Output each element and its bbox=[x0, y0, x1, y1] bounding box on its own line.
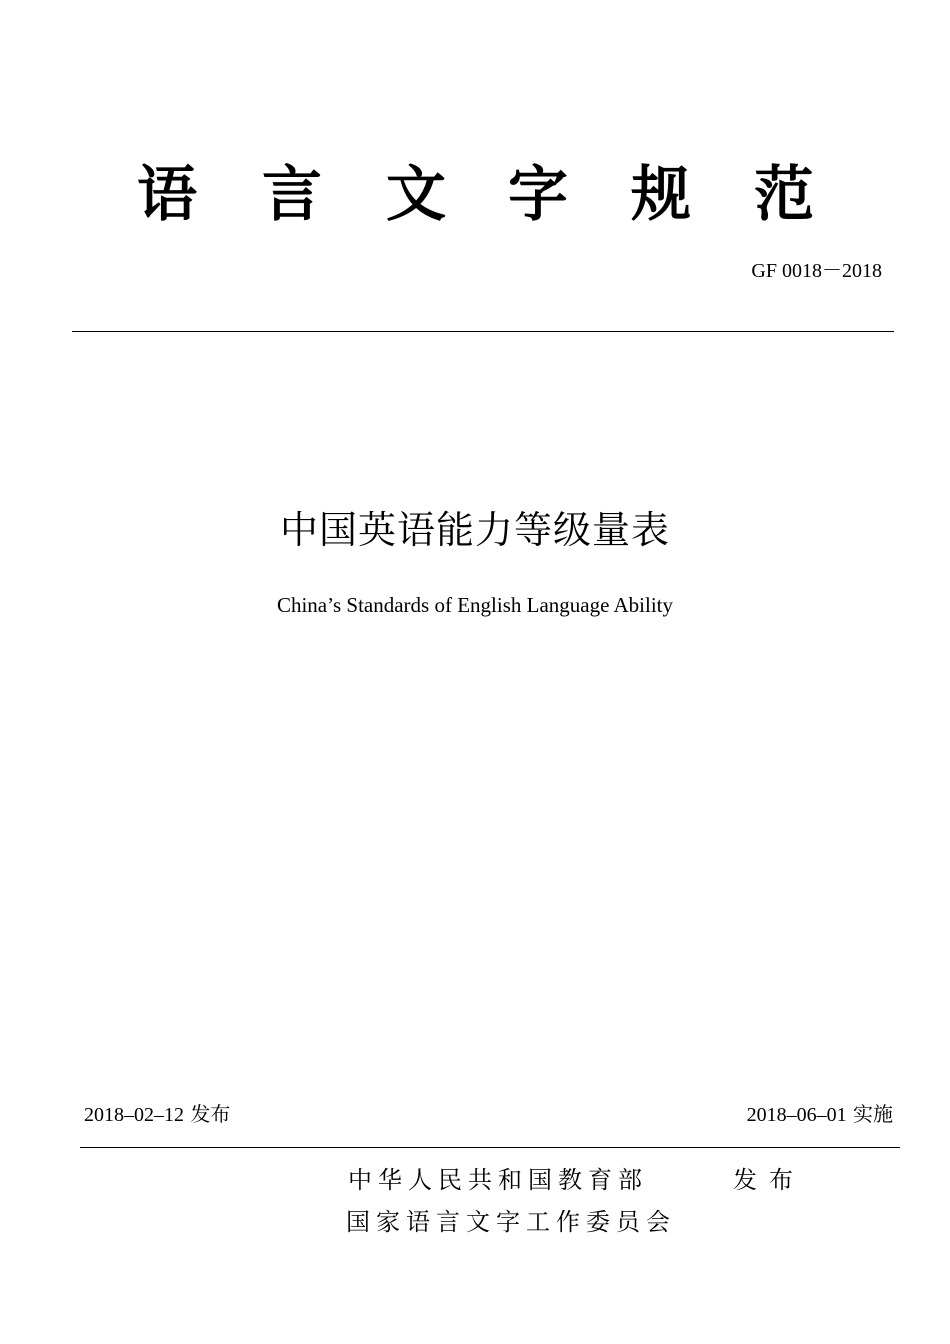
issuers-action: 发布 bbox=[733, 1166, 805, 1194]
top-divider bbox=[72, 331, 894, 332]
bottom-divider bbox=[80, 1147, 900, 1148]
effective-date: 2018–06–01 bbox=[746, 1104, 847, 1126]
document-title-chinese: 中国英语能力等级量表 bbox=[279, 508, 670, 552]
effective-label: 实施 bbox=[853, 1102, 893, 1126]
series-title-char: 言 bbox=[262, 160, 322, 230]
issue-date: 2018–02–12 bbox=[84, 1104, 184, 1126]
series-title-char: 语 bbox=[137, 160, 197, 230]
standard-code: GF 0018－2018 bbox=[751, 260, 882, 282]
effective-date-line bbox=[747, 1100, 893, 1129]
issue-date-line bbox=[84, 1100, 230, 1129]
issue-label: 发布 bbox=[190, 1102, 231, 1126]
series-title-char: 范 bbox=[754, 160, 814, 230]
issuer-committee: 国家语言文字工作委员会 bbox=[346, 1208, 676, 1236]
series-title-char: 规 bbox=[631, 160, 691, 230]
document-title-english: China’s Standards of English Language Ability bbox=[276, 593, 674, 617]
series-title bbox=[0, 160, 950, 230]
issuer-ministry: 中华人民共和国教育部 bbox=[348, 1166, 648, 1194]
series-title-char: 字 bbox=[508, 160, 568, 230]
series-title-char: 文 bbox=[386, 160, 446, 230]
